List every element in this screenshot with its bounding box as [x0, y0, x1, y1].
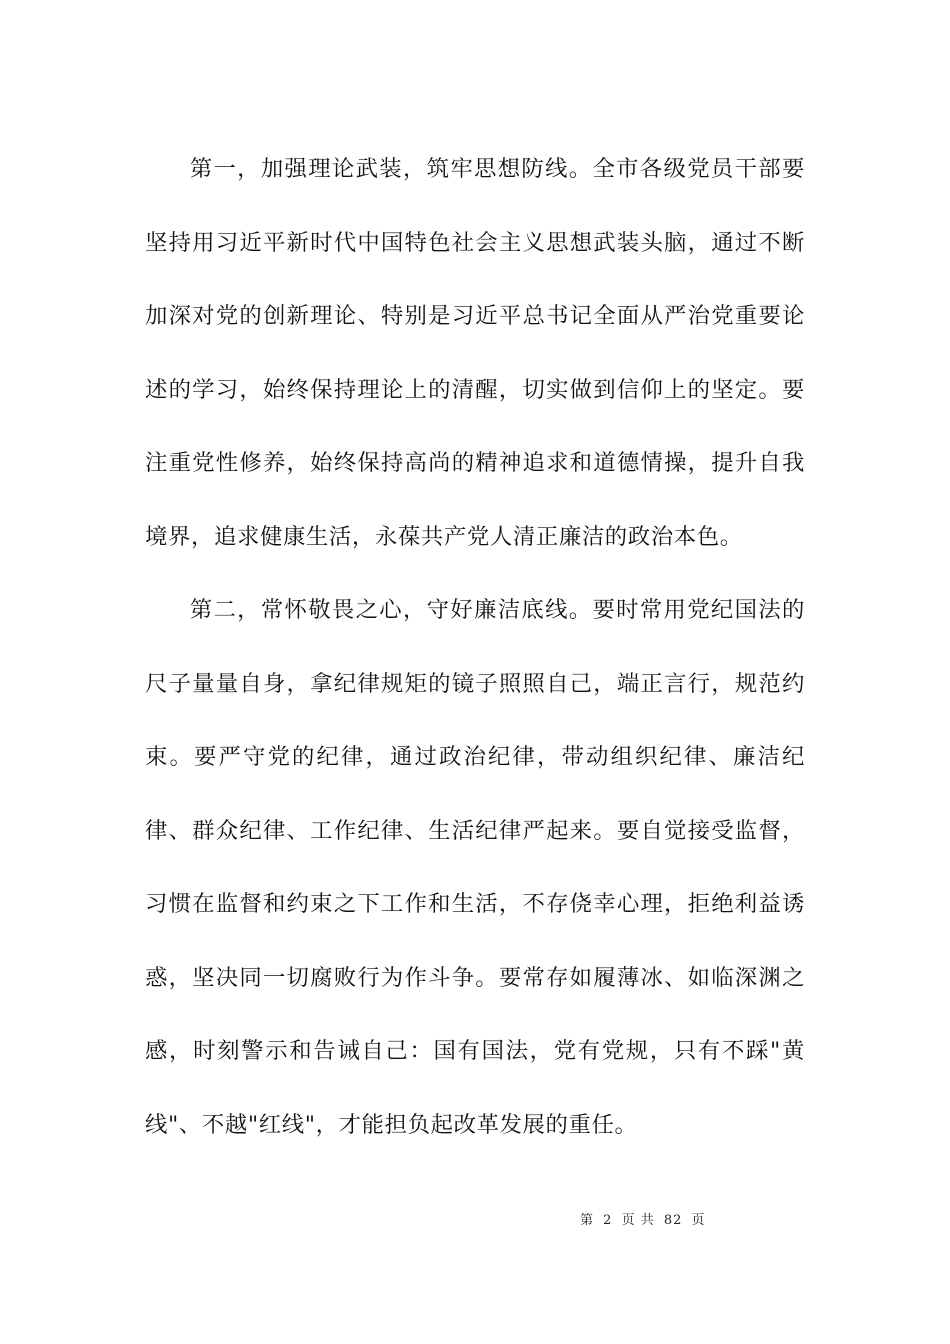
- footer-current-page: 2: [603, 1213, 613, 1228]
- paragraph-1: 第一，加强理论武装，筑牢思想防线。全市各级党员干部要坚持用习近平新时代中国特色社会主义思想武装头脑，通过不断加深对党的创新理论、特别是习近平总书记全面从严治党重要论述的学习，始终保持理论上的清醒，切实做到信仰上的坚定。要注重党性修养，始终保持高尚的精神追求和道德情操，提升自我境界，追求健康生活，永葆共产党人清正廉洁的政治本色。: [145, 156, 805, 550]
- paragraph-2: 第二，常怀敬畏之心，守好廉洁底线。要时常用党纪国法的尺子量量自身，拿纪律规矩的镜子照照自己，端正言行，规范约束。要严守党的纪律，通过政治纪律，带动组织纪律、廉洁纪律、群众纪律、工作纪律、生活纪律严起来。要自觉接受监督，习惯在监督和约束之下工作和生活，不存侥幸心理，拒绝利益诱惑，坚决同一切腐败行为作斗争。要常存如履薄冰、如临深渊之感，时刻警示和告诫自己：国有国法，党有党规，只有不踩"黄线"、不越"红线"，才能担负起改革发展的重任。: [145, 597, 805, 1138]
- footer-prefix: 第: [580, 1213, 595, 1228]
- footer-suffix: 页: [691, 1213, 706, 1228]
- footer-total-pages: 82: [663, 1213, 683, 1228]
- page-footer: [580, 1209, 710, 1228]
- document-body: [145, 133, 805, 1162]
- footer-middle: 页 共: [621, 1213, 655, 1228]
